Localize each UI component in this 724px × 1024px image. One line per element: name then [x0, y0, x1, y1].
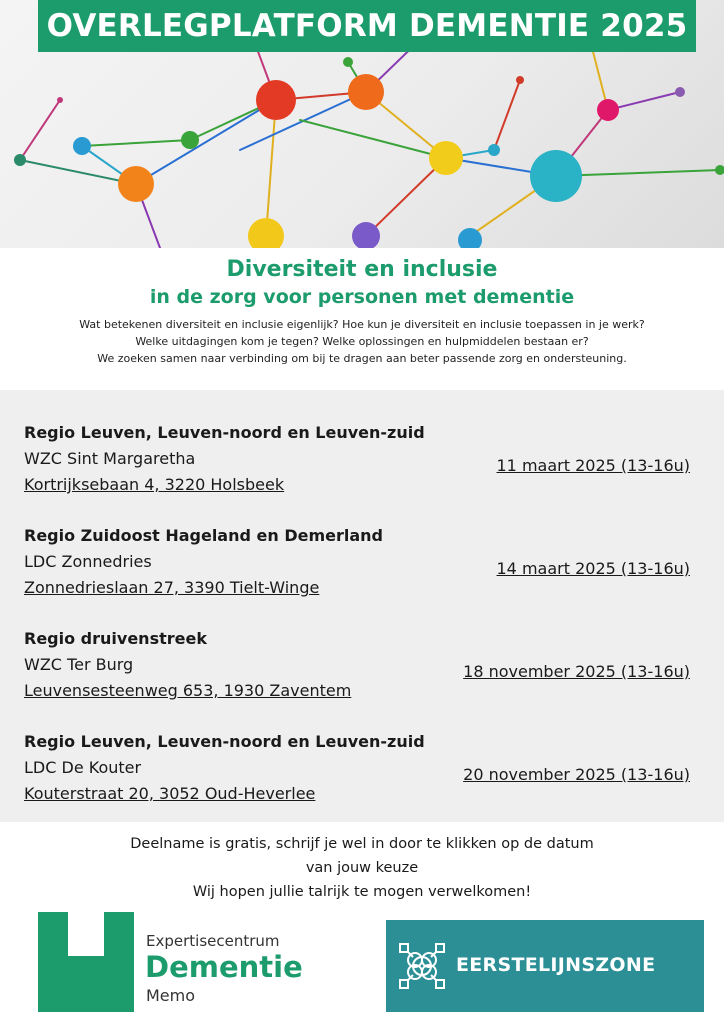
memo-logo-line2: Dementie: [145, 950, 303, 984]
event-address: Leuvensesteenweg 653, 1930 Zaventem: [24, 681, 352, 700]
event-region: Regio Leuven, Leuven-noord en Leuven-zuid: [24, 423, 425, 442]
event-region: Regio Zuidoost Hageland en Demerland: [24, 526, 383, 545]
event-venue: WZC Ter Burg: [24, 655, 134, 674]
intro-title: Diversiteit en inclusie: [226, 257, 498, 282]
eerstelijnszone-logo: [386, 920, 704, 1012]
intro-line: We zoeken samen naar verbinding om bij te dragen aan beter passende zorg en ondersteuning.: [97, 352, 627, 365]
event-item: [24, 523, 700, 626]
event-venue: WZC Sint Margaretha: [24, 449, 196, 468]
intro-line: Welke uitdagingen kom je tegen? Welke oplossingen en hulpmiddelen bestaan er?: [135, 335, 589, 348]
event-date-link[interactable]: 18 november 2025 (13-16u): [463, 662, 690, 681]
intro-section: [0, 256, 724, 367]
event-item: [24, 729, 700, 832]
intro-line: Wat betekenen diversiteit en inclusie eigenlijk? Hoe kun je diversiteit en inclusie toepassen in je werk?: [79, 318, 645, 331]
event-region: Regio druivenstreek: [24, 629, 207, 648]
event-region: Regio Leuven, Leuven-noord en Leuven-zuid: [24, 732, 425, 751]
event-date-link[interactable]: 20 november 2025 (13-16u): [463, 765, 690, 784]
memo-logo-line3: Memo: [146, 986, 196, 1005]
page-title: OVERLEGPLATFORM DEMENTIE 2025: [38, 0, 696, 52]
event-address: Kouterstraat 20, 3052 Oud-Heverlee: [24, 784, 316, 803]
memo-logo: [38, 912, 318, 1012]
event-address: Kortrijksebaan 4, 3220 Holsbeek: [24, 475, 285, 494]
event-date-link[interactable]: 14 maart 2025 (13-16u): [496, 559, 690, 578]
memo-logo-line1: Expertisecentrum: [146, 932, 280, 950]
event-item: [24, 626, 700, 729]
eerstelijnszone-mark-icon: [398, 940, 446, 992]
intro-text: [0, 316, 724, 367]
intro-subtitle: in de zorg voor personen met dementie: [149, 286, 575, 308]
events-panel: [0, 390, 724, 822]
event-venue: LDC De Kouter: [24, 758, 142, 777]
event-venue: LDC Zonnedries: [24, 552, 152, 571]
event-item: [24, 420, 700, 523]
hero-image: [0, 0, 724, 248]
footer-line: Wij hopen jullie talrijk te mogen verwelkomen!: [192, 884, 532, 900]
footer-line: van jouw keuze: [305, 860, 419, 876]
footer-text: [0, 832, 724, 904]
memo-logo-mark-icon: [38, 912, 134, 1012]
event-address: Zonnedrieslaan 27, 3390 Tielt-Winge: [24, 578, 320, 597]
event-date-link[interactable]: 11 maart 2025 (13-16u): [496, 456, 690, 475]
eerstelijnszone-name: EERSTELIJNSZONE: [456, 954, 656, 976]
footer-line: Deelname is gratis, schrijf je wel in door te klikken op de datum: [130, 836, 594, 852]
